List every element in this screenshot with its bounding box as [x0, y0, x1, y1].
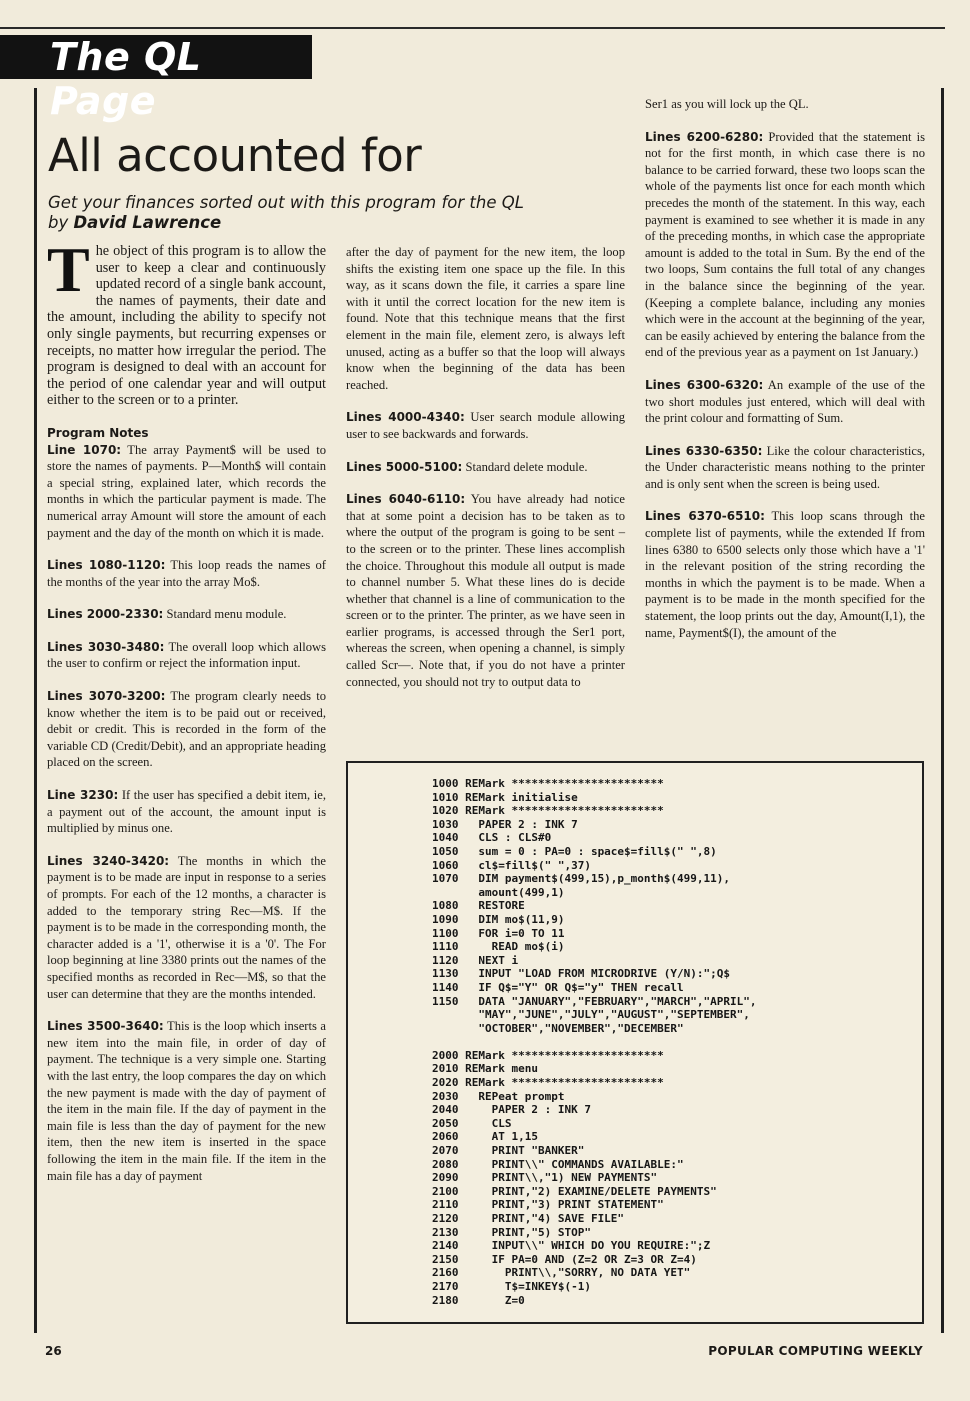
- note-text: You have already had notice that at some point a decision has to be taken as to where the output of the program is going to be sent – to the screen or to the printer. These lines accomplish the choice. Throughout this module all output is made to channel number 5. What these lines do is decide whether that channel is a line of communication to the screen or to the printer. The printer, as we have seen in earlier programs, is accessed through the Ser1 port, whereas the screen, when opening a channel, is simply called Scr—. Note that, if you do not have a printer connected, you should not try to output data to: [346, 492, 625, 689]
- note-label: Lines 6330-6350:: [645, 443, 763, 458]
- byline-author: David Lawrence: [73, 213, 222, 232]
- program-notes-heading: [47, 425, 326, 442]
- note-label: Line 1070:: [47, 442, 122, 457]
- note-text: The months in which the payment is to be made are input in response to a series of prompts. For each of the 12 months, a character is added to the temporary string Rec—M$. If the payment is to be made in the corresponding month, the character added is a '1', otherwise it is a '0'. The For loop beginning at line 3380 prints out the names of the specified months as recorded in Rec—M$, so that the user can determine that they are the months intended.: [47, 853, 326, 1001]
- note-label: Lines 4000-4340:: [346, 410, 465, 425]
- note-paragraph: [346, 244, 625, 393]
- note-label: Line 3230:: [47, 788, 119, 803]
- note-text: If the user has specified a debit item, ie, a payment out of the account, the amount input is multiplied by minus one.: [47, 788, 326, 836]
- article-headline: All accounted for: [48, 129, 422, 182]
- note-paragraph: [47, 442, 326, 542]
- note-paragraph: [47, 639, 326, 672]
- note-paragraph: [645, 443, 925, 493]
- note-label: Lines 6370-6510:: [645, 509, 765, 524]
- note-paragraph: [47, 688, 326, 771]
- byline-prefix: by: [48, 213, 74, 232]
- note-label: Lines 1080-1120:: [47, 558, 166, 573]
- section-banner: The QL Page: [0, 35, 312, 79]
- note-text: Like the colour characteristics, the Under characteristic means nothing to the printer and is only sent when the screen is being used.: [645, 443, 925, 491]
- note-label: Lines 3030-3480:: [47, 639, 165, 654]
- note-paragraph: [346, 491, 625, 690]
- note-label: Lines 5000-5100:: [346, 459, 463, 474]
- note-paragraph: [47, 606, 326, 623]
- notes-list-3: [645, 96, 925, 641]
- note-paragraph: [645, 377, 925, 427]
- note-label: Lines 3500-3640:: [47, 1019, 164, 1034]
- intro-paragraph: [47, 234, 326, 409]
- note-text: Standard menu module.: [163, 607, 287, 622]
- note-paragraph: [47, 1018, 326, 1184]
- byline: [48, 213, 608, 233]
- drop-cap: T: [47, 234, 90, 305]
- note-label: Lines 2000-2330:: [47, 607, 164, 622]
- note-text: An example of the use of the two short modules just entered, which will deal with the print colour and formatting of Sum.: [645, 377, 925, 426]
- note-text: This is the loop which inserts a new item into the main file, in order of day of payment. The technique is a very simple one. Starting with the last entry, the loop compares the day on which the new payment is made with the day of payment of the item in the main file. If the day of payment in the main file is less than the day of payment for the new item, then the new item is inserted in the space following the item in the main file. If the item in the main file has a day of payment: [47, 1019, 326, 1183]
- note-text: The program clearly needs to know whether the item is to be paid out or received, debit or credit. This is recorded in the form of the variable CD (Credit/Debit), and an appropriate heading placed on the screen.: [47, 689, 326, 770]
- note-label: Lines 3240-3420:: [47, 853, 170, 868]
- frame-left-rule: [34, 88, 37, 1333]
- note-text: This loop reads the names of the months of the year into the array Mo$.: [47, 558, 326, 589]
- magazine-name: POPULAR COMPUTING WEEKLY: [708, 1344, 923, 1358]
- note-paragraph: [47, 787, 326, 837]
- note-label: Lines 6300-6320:: [645, 377, 764, 392]
- column-3: [645, 96, 925, 657]
- note-text: The overall loop which allows the user to confirm or reject the information input.: [47, 639, 326, 671]
- note-text: Standard delete module.: [462, 459, 588, 474]
- note-label: Lines 3070-3200:: [47, 689, 166, 704]
- page-number: 26: [45, 1344, 62, 1358]
- standfirst: [48, 193, 608, 233]
- note-label: Lines 6040-6110:: [346, 492, 466, 507]
- note-paragraph: [47, 853, 326, 1002]
- note-text: after the day of payment for the new item, the loop shifts the existing item one space up the file. In this way, as it scans down the file, it carries a spare line with it until the correct location for the new item is found. Note that this technique means that the first element in the main file, element zero, is always left unused, acting as a buffer so that the loop will always know when the beginning of the data has been reached.: [346, 245, 625, 392]
- note-text: The array Payment$ will be used to store the names of payments. P—Month$ will contain a special string, explained later, which records the months in which the particular payment is made. The numerical array Amount will store the amount of each payment and the day of the month on which it is made.: [47, 442, 326, 540]
- column-2: [346, 244, 625, 706]
- notes-list: [47, 442, 326, 1185]
- note-paragraph: [645, 129, 925, 361]
- column-1: [47, 234, 326, 1200]
- standfirst-text: Get your finances sorted out with this program for the QL: [48, 193, 524, 212]
- note-paragraph: [346, 409, 625, 442]
- intro-text: he object of this program is to allow the user to keep a clear and continuously updated record of a single bank account, the names of payments, their date and the amount, including the ability to specify not only single payments, but recurring expenses or receipts, no matter how irregular the period. The program is designed to deal with an account for the period of one calendar year and will output either to the screen or to a printer.: [47, 243, 326, 409]
- top-rule: [0, 27, 945, 29]
- note-text: Provided that the statement is not for the first month, in which case there is no balance to be carried forward, these two loops scan the whole of the payments list once for each month which precedes the month of the statement. In this way, each payment is examined to see whether it is made in any of the preceding months, in which case the appropriate amount is added to the total in Sum. By the end of the two loops, Sum contains the full total of any changes in the balance since the beginning of the year. (Keeping a complete balance, including any monies which were in the account at the beginning of the year, can be easily achieved by entering the balance from the end of the previous year as a payment on 1st January.): [645, 129, 925, 360]
- program-listing: 1000 REMark *********************** 1010 REMark initialise 1020 REMark *********************** 1030 PAPER 2 : INK 7 1040 CLS : CLS#0 1050 sum = 0 : PA=0 : space$=fill$(" ",8) 1060 cl$=fill$(" ",37) 1070 DIM payment$(499,15),p_month$(499,11), amount(499,1) 1080 RESTORE 1090 DIM mo$(11,9) 1100 FOR i=0 TO 11 1110 READ mo$(i) 1120 NEXT i 1130 INPUT "LOAD FROM MICRODRIVE (Y/N):";Q$ 1140 IF Q$="Y" OR Q$="y" THEN recall 1150 DATA "JANUARY","FEBRUARY","MARCH","APRIL", "MAY","JUNE","JULY","AUGUST","SEPTEMBER", "OCTOBER","NOVEMBER","DECEMBER" 2000 REMark *********************** 2010 REMark menu 2020 REMark *********************** 2030 REPeat prompt 2040 PAPER 2 : INK 7 2050 CLS 2060 AT 1,15 2070 PRINT "BANKER" 2080 PRINT\\" COMMANDS AVAILABLE:" 2090 PRINT\\,"1) NEW PAYMENTS" 2100 PRINT,"2) EXAMINE/DELETE PAYMENTS" 2110 PRINT,"3) PRINT STATEMENT" 2120 PRINT,"4) SAVE FILE" 2130 PRINT,"5) STOP" 2140 INPUT\\" WHICH DO YOU REQUIRE:";Z 2150 IF PA=0 AND (Z=2 OR Z=3 OR Z=4) 2160 PRINT\\,"SORRY, NO DATA YET" 2170 T$=INKEY$(-1) 2180 Z=0: [432, 777, 757, 1307]
- note-paragraph: [645, 508, 925, 641]
- frame-right-rule: [941, 88, 944, 1333]
- note-paragraph: [47, 557, 326, 590]
- note-text: This loop scans through the complete list of payments, while the extended If from lines 6380 to 6500 selects only those which have a '1' in the relevant position of the string recording the months in which the payment is to be made. When a payment is to be made in the month specified for the statement, the loop prints out the day, Amount(I,1), the name, Payment$(I), the amount of the: [645, 509, 926, 640]
- notes-heading-text: Program Notes: [47, 425, 149, 440]
- note-text: Ser1 as you will lock up the QL.: [645, 97, 809, 111]
- program-listing-box: [346, 761, 924, 1324]
- note-text: User search module allowing user to see backwards and forwards.: [346, 410, 625, 441]
- note-paragraph: [645, 96, 925, 113]
- note-paragraph: [346, 459, 625, 476]
- notes-list-2: [346, 244, 625, 690]
- note-label: Lines 6200-6280:: [645, 129, 764, 144]
